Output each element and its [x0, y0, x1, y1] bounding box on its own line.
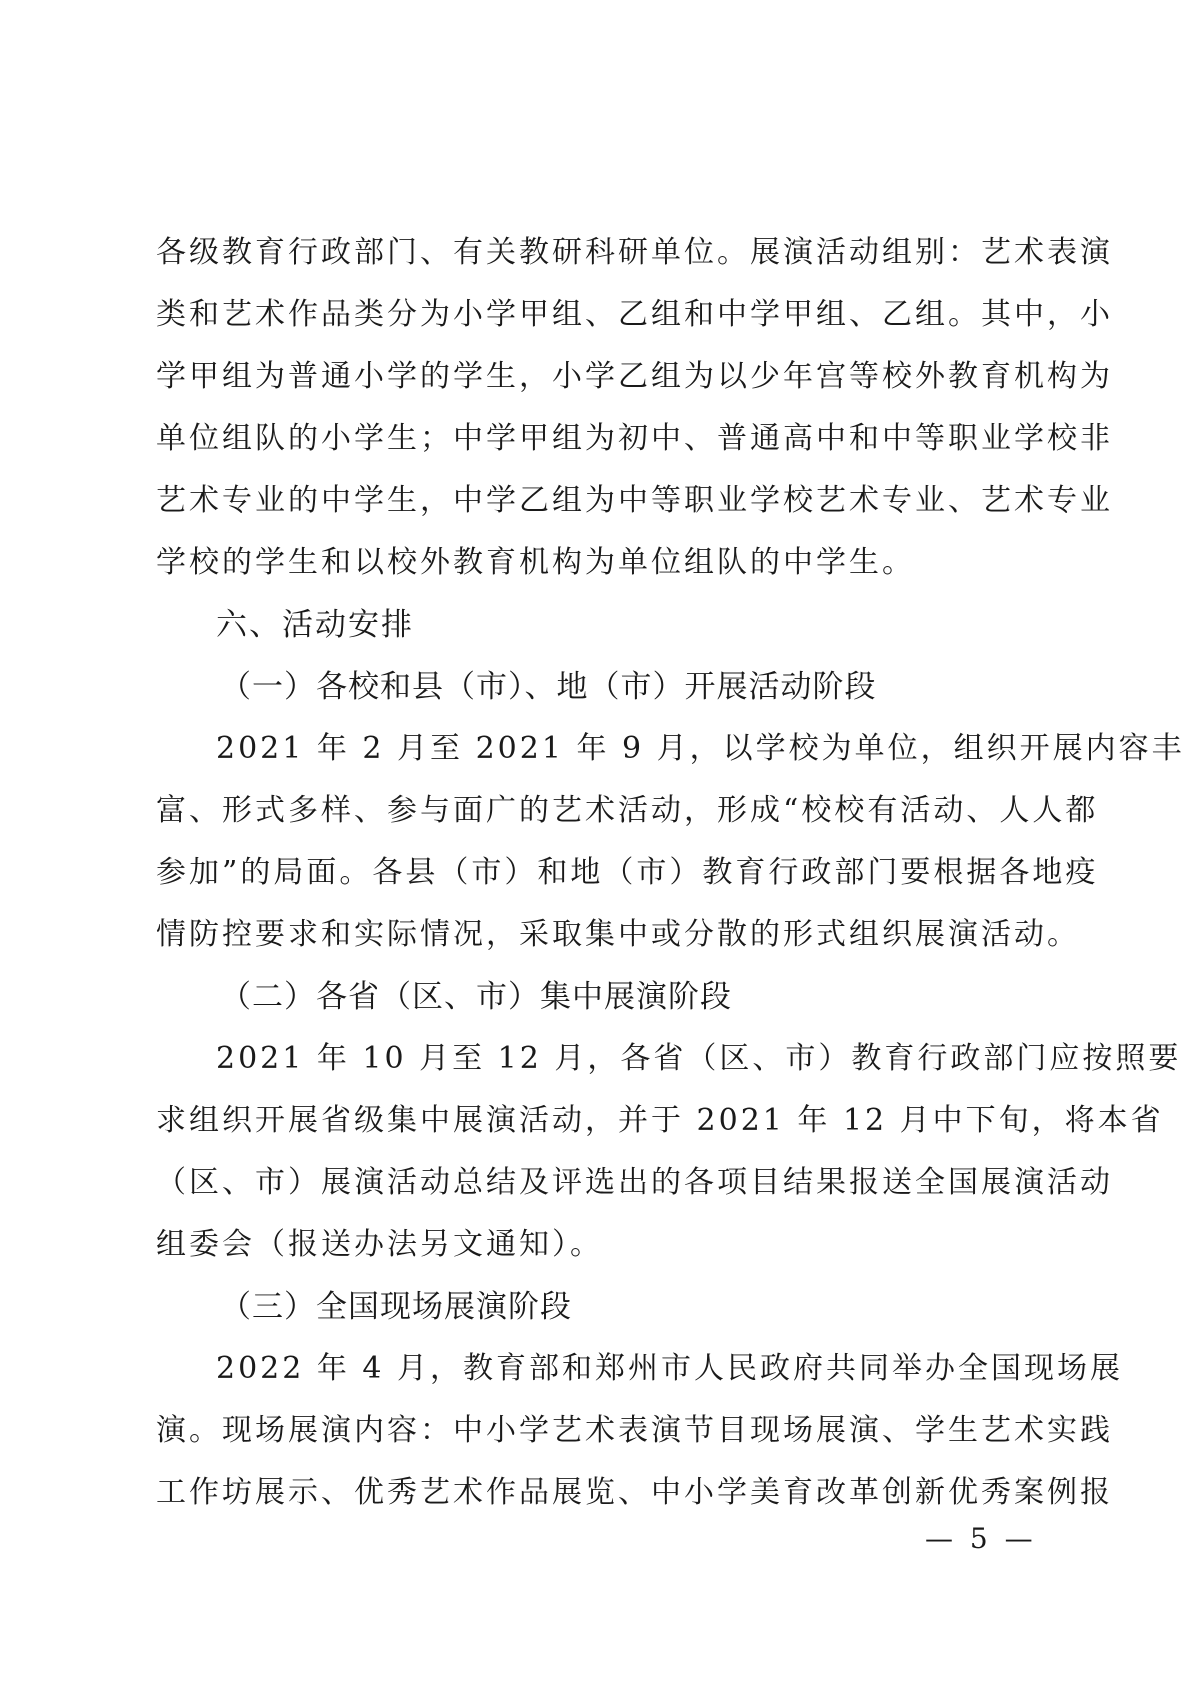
page-number: — 5 — [925, 1522, 1037, 1555]
document-body [156, 222, 1185, 1524]
subsection-heading: （三）全国现场展演阶段 [220, 1289, 572, 1325]
subsection-heading: （一）各校和县（市）、地（市）开展活动阶段 [220, 669, 877, 705]
paragraph-line: 富、形式多样、参与面广的艺术活动，形成“校校有活动、人人都 [156, 793, 1099, 828]
paragraph-line: 学甲组为普通小学的学生，小学乙组为以少年宫等校外教育机构为 [156, 359, 1113, 394]
paragraph-line: 情防控要求和实际情况，采取集中或分散的形式组织展演活动。 [156, 917, 1080, 952]
paragraph-line: 2022 年 4 月，教育部和郑州市人民政府共同举办全国现场展 [216, 1351, 1124, 1386]
paragraph-line: （区、市）展演活动总结及评选出的各项目结果报送全国展演活动 [156, 1165, 1113, 1200]
subsection-heading: （二）各省（区、市）集中展演阶段 [220, 979, 732, 1015]
paragraph-line: 单位组队的小学生；中学甲组为初中、普通高中和中等职业学校非 [156, 421, 1113, 456]
paragraph-line: 艺术专业的中学生，中学乙组为中等职业学校艺术专业、艺术专业 [156, 483, 1113, 518]
paragraph-line: 学校的学生和以校外教育机构为单位组队的中学生。 [156, 545, 915, 580]
paragraph-line: 工作坊展示、优秀艺术作品展览、中小学美育改革创新优秀案例报 [156, 1475, 1113, 1510]
paragraph-line: 组委会（报送办法另文通知）。 [156, 1227, 603, 1262]
paragraph-line: 类和艺术作品类分为小学甲组、乙组和中学甲组、乙组。其中，小 [156, 297, 1113, 332]
paragraph-line: 参加”的局面。各县（市）和地（市）教育行政部门要根据各地疫 [156, 855, 1099, 890]
paragraph-line: 2021 年 10 月至 12 月，各省（区、市）教育行政部门应按照要 [216, 1041, 1182, 1076]
paragraph-line: 求组织开展省级集中展演活动，并于 2021 年 12 月中下旬，将本省 [156, 1103, 1164, 1138]
paragraph-line: 演。现场展演内容：中小学艺术表演节目现场展演、学生艺术实践 [156, 1413, 1113, 1448]
paragraph-line: 各级教育行政部门、有关教研科研单位。展演活动组别：艺术表演 [156, 235, 1113, 270]
paragraph-line: 2021 年 2 月至 2021 年 9 月，以学校为单位，组织开展内容丰 [216, 731, 1185, 766]
section-heading: 六、活动安排 [216, 607, 414, 643]
